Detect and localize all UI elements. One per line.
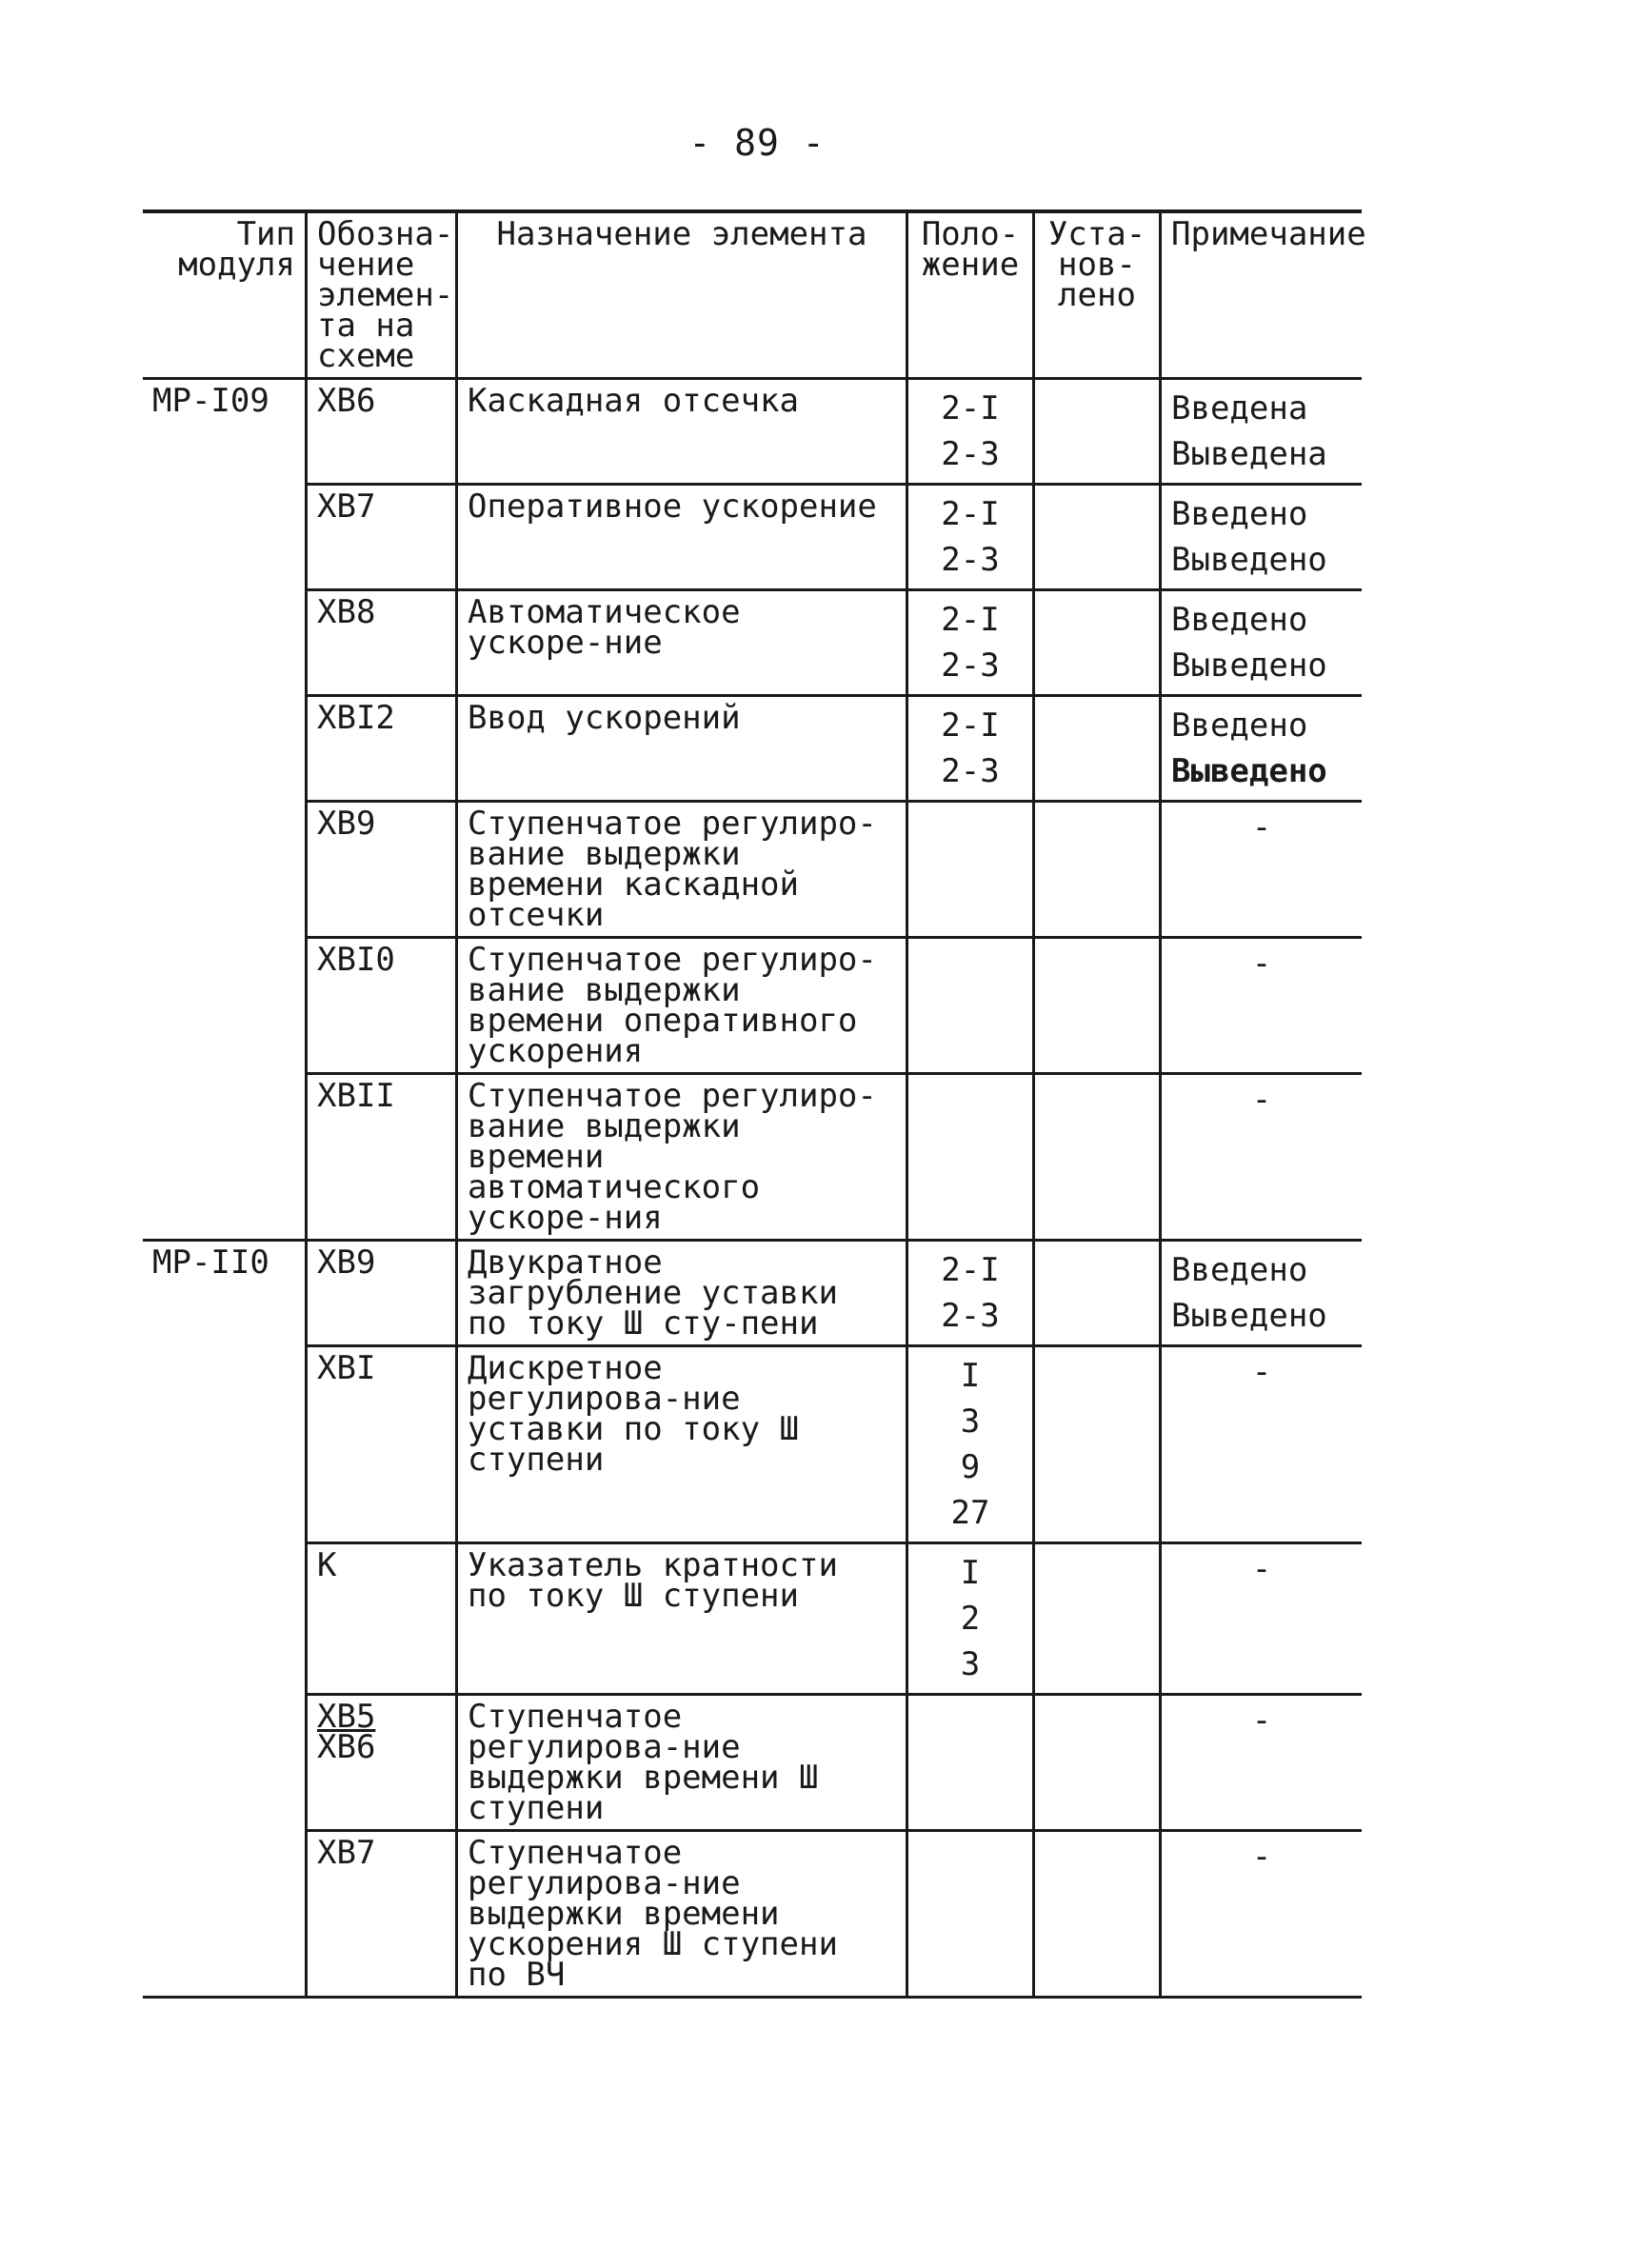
note-cell: - [1161, 802, 1363, 938]
table-row [143, 696, 1362, 802]
position-cell [907, 590, 1034, 696]
designation-cell: ХВ7 [307, 1831, 457, 1998]
designation-value: ХВ6 [317, 1728, 376, 1766]
note-cell: - [1161, 1543, 1363, 1695]
installed-cell [1034, 590, 1161, 696]
designation-cell: К [307, 1543, 457, 1695]
note-value: Введено [1171, 1251, 1308, 1289]
note-value: Выведено [1171, 1297, 1327, 1335]
table-header-row [143, 211, 1362, 379]
position-value: 2-3 [941, 647, 1000, 685]
designation-cell: ХВI2 [307, 696, 457, 802]
note-value: Введено [1171, 706, 1308, 745]
note-value: Выведена [1171, 435, 1327, 473]
note-value: Введено [1171, 601, 1308, 639]
note-cell: - [1161, 1074, 1363, 1241]
position-value: 2-I [941, 706, 1000, 745]
table-row [143, 1074, 1362, 1241]
position-value: 2-3 [941, 1297, 1000, 1335]
note-cell [1161, 485, 1363, 590]
header-note: Примечание [1161, 211, 1363, 379]
purpose-cell: Ступенчатое регулирова-ние выдержки времени Ш ступени [457, 1695, 907, 1831]
table-row [143, 485, 1362, 590]
purpose-cell: Ступенчатое регулирова-ние выдержки времени ускорения Ш ступени по ВЧ [457, 1831, 907, 1998]
table-row [143, 1241, 1362, 1346]
purpose-cell: Оперативное ускорение [457, 485, 907, 590]
note-cell: - [1161, 938, 1363, 1074]
installed-cell [1034, 1695, 1161, 1831]
position-value: 2-3 [941, 541, 1000, 579]
header-purpose: Назначение элемента [457, 211, 907, 379]
table-row [143, 1831, 1362, 1998]
table-row [143, 1543, 1362, 1695]
installed-cell [1034, 1831, 1161, 1998]
position-value: 2-I [941, 389, 1000, 428]
header-module-type: Тип модуля [143, 211, 307, 379]
position-cell [907, 696, 1034, 802]
header-position: Поло-жение [907, 211, 1034, 379]
note-cell [1161, 379, 1363, 485]
position-cell [907, 802, 1034, 938]
installed-cell [1034, 1346, 1161, 1543]
table-row [143, 1695, 1362, 1831]
purpose-cell: Ступенчатое регулиро-вание выдержки времени каскадной отсечки [457, 802, 907, 938]
designation-value: ХВ5 [317, 1698, 376, 1736]
position-value: 2 [960, 1600, 981, 1638]
designation-cell [307, 1695, 457, 1831]
note-value: Выведено [1171, 541, 1327, 579]
position-cell [907, 1241, 1034, 1346]
position-cell [907, 1831, 1034, 1998]
position-value: I [960, 1357, 981, 1395]
installed-cell [1034, 938, 1161, 1074]
module-type-cell: МР-I09 [143, 379, 307, 1241]
purpose-cell: Ввод ускорений [457, 696, 907, 802]
note-value: Введено [1171, 495, 1308, 533]
position-cell [907, 1346, 1034, 1543]
position-value: 9 [960, 1448, 981, 1486]
note-value: Выведено [1171, 752, 1327, 790]
installed-cell [1034, 1074, 1161, 1241]
designation-cell: ХВ8 [307, 590, 457, 696]
position-cell [907, 1074, 1034, 1241]
table-row [143, 379, 1362, 485]
note-cell [1161, 1241, 1363, 1346]
note-cell: - [1161, 1346, 1363, 1543]
designation-cell: ХВ9 [307, 802, 457, 938]
note-cell: - [1161, 1695, 1363, 1831]
designation-cell: ХВ7 [307, 485, 457, 590]
table-row [143, 802, 1362, 938]
installed-cell [1034, 1543, 1161, 1695]
designation-cell: ХВII [307, 1074, 457, 1241]
purpose-cell: Указатель кратности по току Ш ступени [457, 1543, 907, 1695]
position-value: 2-3 [941, 435, 1000, 473]
position-value: I [960, 1554, 981, 1592]
installed-cell [1034, 379, 1161, 485]
position-value: 27 [950, 1494, 990, 1532]
note-cell [1161, 696, 1363, 802]
header-designation: Обозна-чение элемен-та на схеме [307, 211, 457, 379]
installed-cell [1034, 802, 1161, 938]
purpose-cell: Дискретное регулирова-ние уставки по току Ш ступени [457, 1346, 907, 1543]
installed-cell [1034, 485, 1161, 590]
note-cell [1161, 590, 1363, 696]
module-type-cell: МР-II0 [143, 1241, 307, 1998]
position-cell [907, 1695, 1034, 1831]
position-cell [907, 1543, 1034, 1695]
position-value: 2-I [941, 495, 1000, 533]
position-value: 3 [960, 1403, 981, 1441]
designation-cell: ХВI [307, 1346, 457, 1543]
purpose-cell: Ступенчатое регулиро-вание выдержки времени автоматического ускоре-ния [457, 1074, 907, 1241]
position-cell [907, 485, 1034, 590]
table-row [143, 590, 1362, 696]
position-value: 3 [960, 1645, 981, 1683]
note-value: Выведено [1171, 647, 1327, 685]
position-value: 2-I [941, 1251, 1000, 1289]
header-installed: Уста-нов-лено [1034, 211, 1161, 379]
position-value: 2-I [941, 601, 1000, 639]
page-number: - 89 - [688, 122, 826, 164]
position-cell [907, 938, 1034, 1074]
designation-cell: ХВ6 [307, 379, 457, 485]
note-value: Введена [1171, 389, 1308, 428]
position-value: 2-3 [941, 752, 1000, 790]
note-cell: - [1161, 1831, 1363, 1998]
designation-cell: ХВ9 [307, 1241, 457, 1346]
position-cell [907, 379, 1034, 485]
purpose-cell: Автоматическое ускоре-ние [457, 590, 907, 696]
installed-cell [1034, 696, 1161, 802]
purpose-cell: Ступенчатое регулиро-вание выдержки времени оперативного ускорения [457, 938, 907, 1074]
installed-cell [1034, 1241, 1161, 1346]
table-row [143, 1346, 1362, 1543]
settings-table [143, 209, 1366, 1999]
purpose-cell: Каскадная отсечка [457, 379, 907, 485]
purpose-cell: Двукратное загрубление уставки по току Ш сту-пени [457, 1241, 907, 1346]
table-row [143, 938, 1362, 1074]
designation-cell: ХВI0 [307, 938, 457, 1074]
